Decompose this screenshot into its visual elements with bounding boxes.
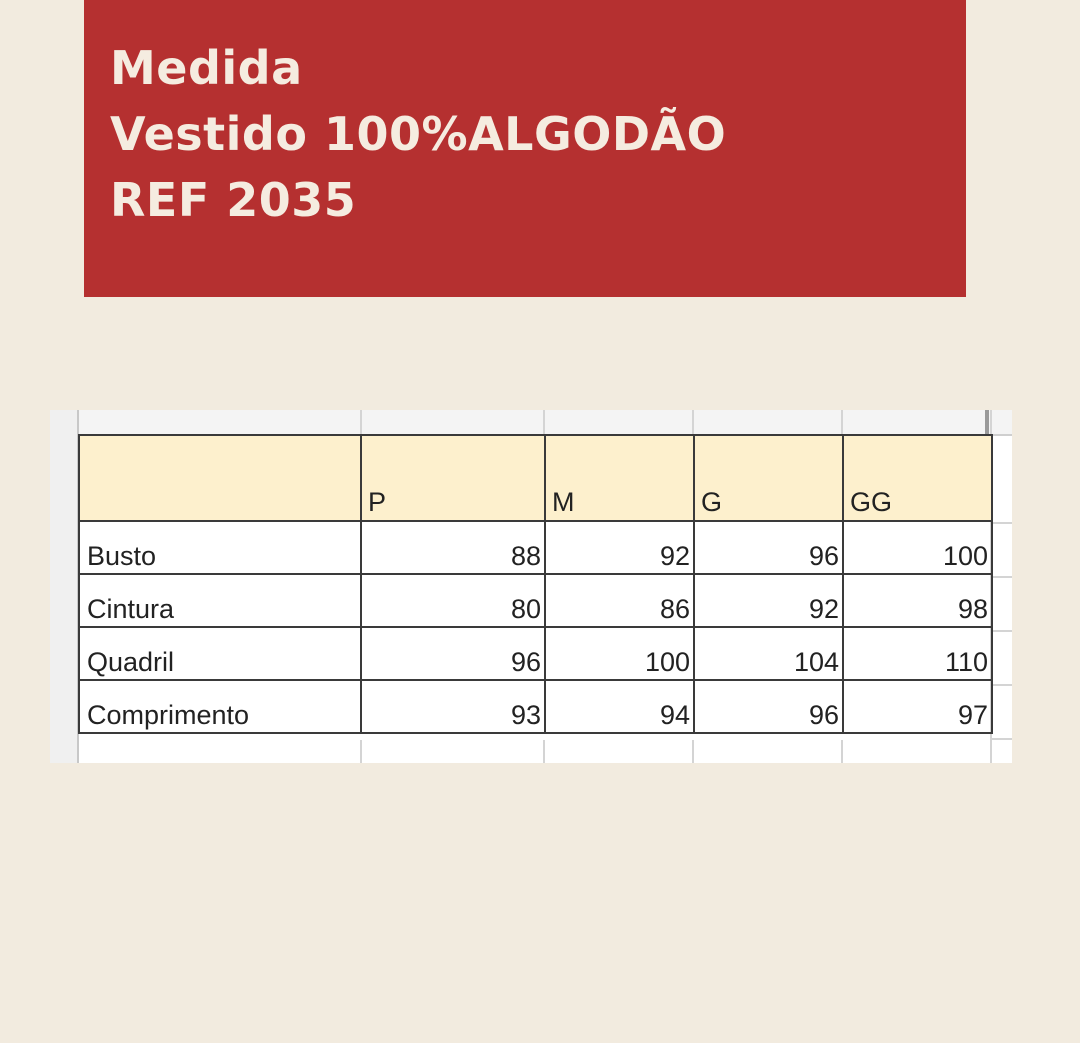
gridline: [360, 740, 362, 763]
gridline: [692, 410, 694, 434]
row-label-comprimento: Comprimento: [79, 680, 361, 733]
table-cell: 94: [545, 680, 694, 733]
gridline: [992, 522, 1012, 524]
spreadsheet-row-gutter: [50, 410, 79, 763]
gridline: [992, 684, 1012, 686]
table-cell: 100: [545, 627, 694, 680]
gridline: [543, 740, 545, 763]
table-row: [79, 521, 992, 574]
gridline: [543, 410, 545, 434]
gridline: [692, 740, 694, 763]
size-header-g: G: [694, 435, 843, 521]
gridline: [992, 630, 1012, 632]
table-cell: 98: [843, 574, 992, 627]
row-label-quadril: Quadril: [79, 627, 361, 680]
banner-title-line-2: Vestido 100%ALGODÃO: [110, 107, 727, 161]
table-cell: 96: [361, 627, 545, 680]
banner-title-line-1: Medida: [110, 41, 303, 95]
size-header-gg: GG: [843, 435, 992, 521]
row-label-busto: Busto: [79, 521, 361, 574]
table-header-empty-cell: [79, 435, 361, 521]
spreadsheet-column-header-strip: [50, 410, 1012, 436]
table-cell: 93: [361, 680, 545, 733]
table-row: [79, 680, 992, 733]
table-cell: 88: [361, 521, 545, 574]
table-cell: 96: [694, 521, 843, 574]
gridline: [985, 410, 989, 434]
title-banner: [84, 0, 966, 297]
gridline: [992, 576, 1012, 578]
table-row: [79, 574, 992, 627]
table-header-row: [79, 435, 992, 521]
size-header-m: M: [545, 435, 694, 521]
table-cell: 110: [843, 627, 992, 680]
gridline: [841, 740, 843, 763]
row-label-cintura: Cintura: [79, 574, 361, 627]
size-measurement-table: [78, 434, 993, 734]
table-cell: 86: [545, 574, 694, 627]
table-cell: 80: [361, 574, 545, 627]
table-cell: 92: [694, 574, 843, 627]
table-cell: 92: [545, 521, 694, 574]
table-cell: 104: [694, 627, 843, 680]
table-cell: 100: [843, 521, 992, 574]
gridline: [992, 738, 1012, 740]
table-cell: 97: [843, 680, 992, 733]
banner-title-line-3: REF 2035: [110, 173, 357, 227]
spreadsheet-screenshot: [50, 410, 1012, 763]
gridline: [360, 410, 362, 434]
table-row: [79, 627, 992, 680]
size-header-p: P: [361, 435, 545, 521]
table-cell: 96: [694, 680, 843, 733]
gridline: [841, 410, 843, 434]
